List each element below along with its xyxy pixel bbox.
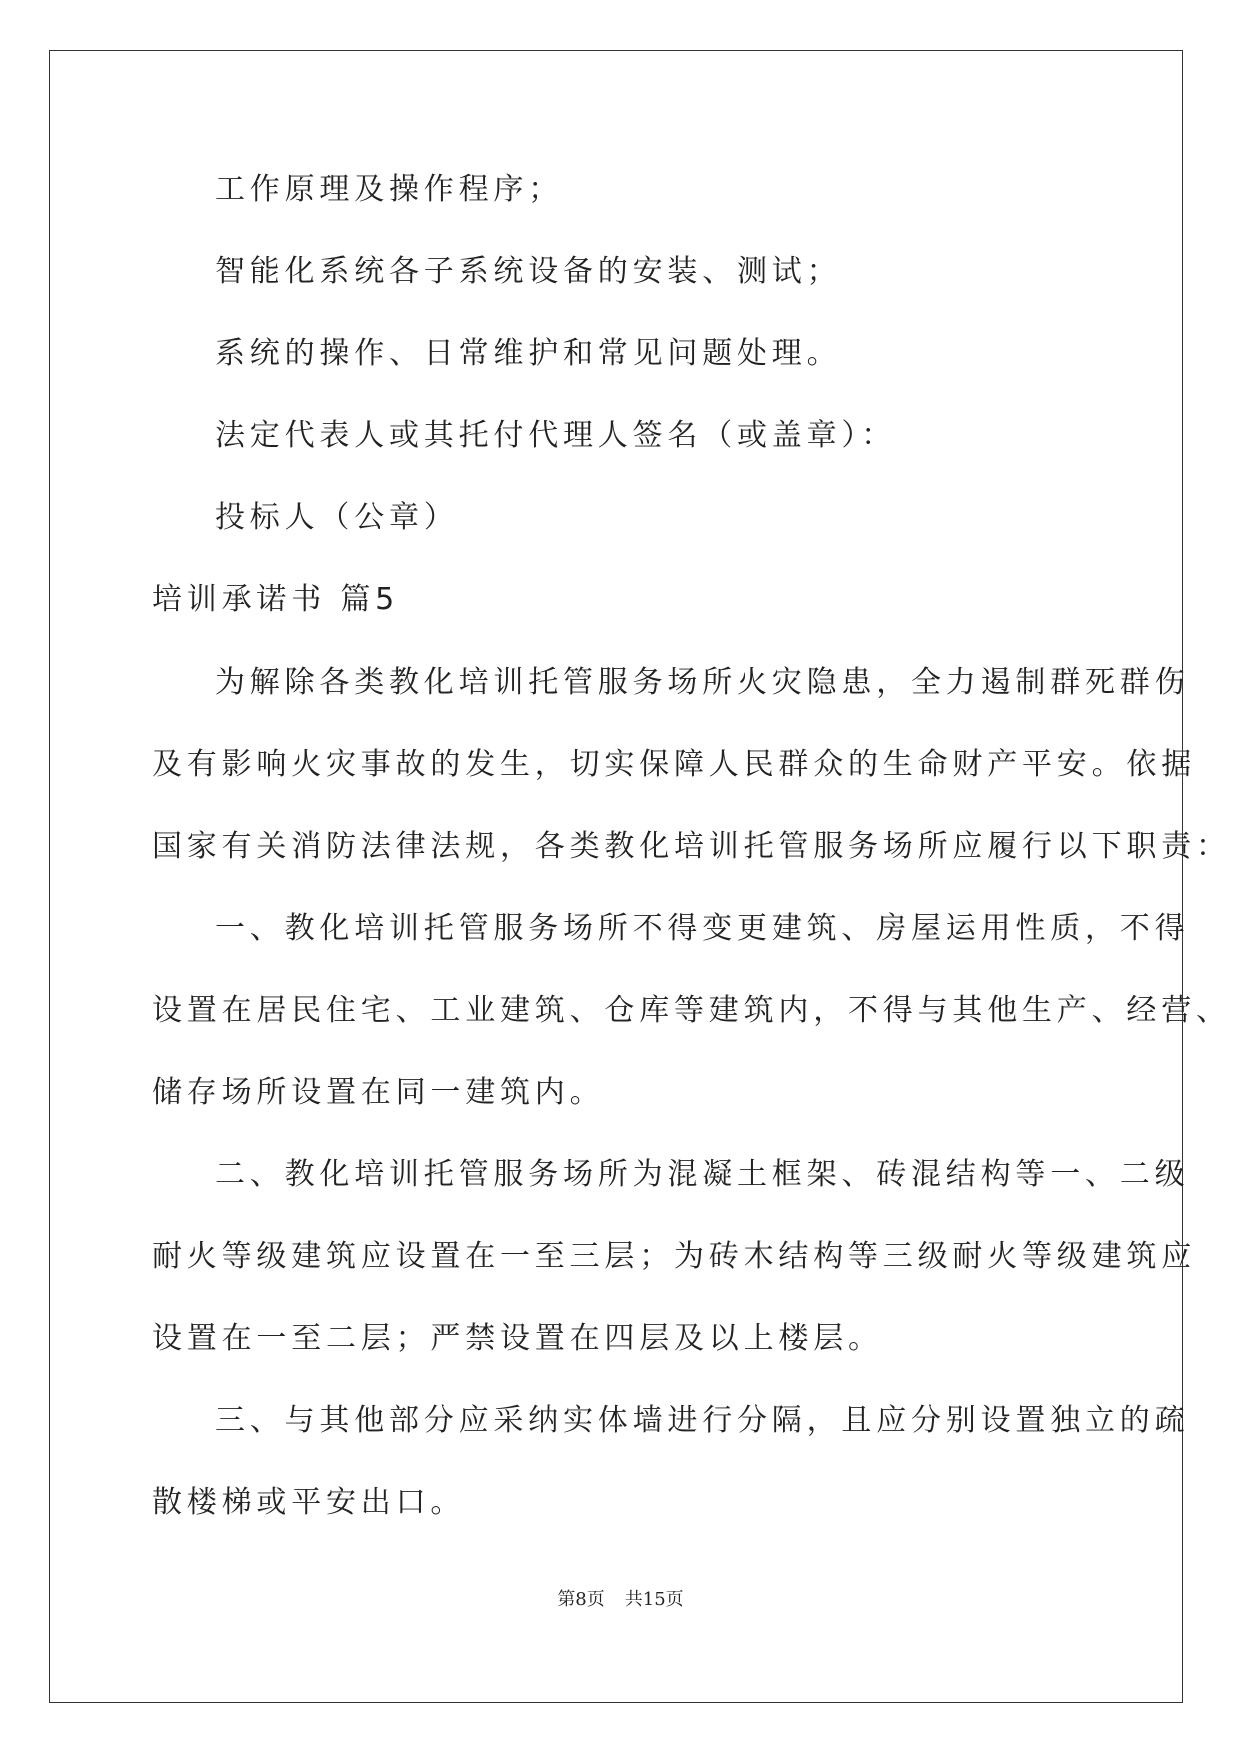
page-footer xyxy=(0,1585,1241,1611)
page-border xyxy=(49,50,1183,1703)
text-line: 法定代表人或其托付代理人签名（或盖章）： xyxy=(215,418,896,453)
text-line: 国家有关消防法律法规，各类教化培训托管服务场所应履行以下职责： xyxy=(152,829,1231,864)
text-line: 智能化系统各子系统设备的安装、测试； xyxy=(215,254,842,289)
text-line: 系统的操作、日常维护和常见问题处理。 xyxy=(215,336,842,371)
text-line: 为解除各类教化培训托管服务场所火灾隐患，全力遏制群死群伤 xyxy=(215,665,1190,700)
text-line: 一、教化培训托管服务场所不得变更建筑、房屋运用性质，不得 xyxy=(215,911,1190,946)
text-line: 耐火等级建筑应设置在一至三层；为砖木结构等三级耐火等级建筑应 xyxy=(152,1239,1196,1274)
text-line: 及有影响火灾事故的发生，切实保障人民群众的生命财产平安。依据 xyxy=(152,747,1196,782)
text-line: 三、与其他部分应采纳实体墙进行分隔，且应分别设置独立的疏 xyxy=(215,1403,1190,1438)
page-number-current: 第8页 xyxy=(557,1589,605,1610)
text-line: 设置在居民住宅、工业建筑、仓库等建筑内，不得与其他生产、经营、 xyxy=(152,993,1231,1028)
text-line: 储存场所设置在同一建筑内。 xyxy=(152,1075,605,1110)
page-number-total: 共15页 xyxy=(624,1589,684,1610)
section-heading: 培训承诺书 篇5 xyxy=(152,582,400,617)
text-line: 二、教化培训托管服务场所为混凝土框架、砖混结构等一、二级 xyxy=(215,1157,1190,1192)
text-line: 设置在一至二层；严禁设置在四层及以上楼层。 xyxy=(152,1321,883,1356)
text-line: 投标人（公章） xyxy=(215,500,459,535)
text-line: 工作原理及操作程序； xyxy=(215,172,563,207)
text-line: 散楼梯或平安出口。 xyxy=(152,1485,466,1520)
